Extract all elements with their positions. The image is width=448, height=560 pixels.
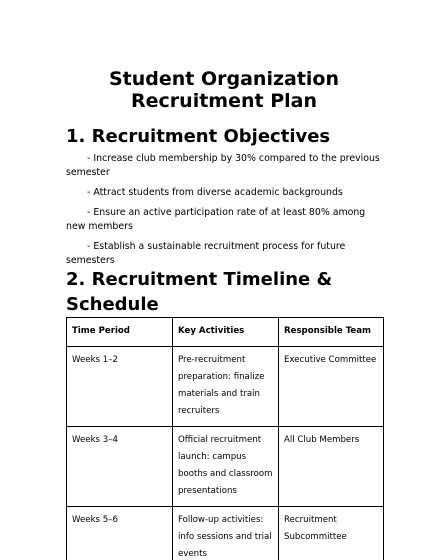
objective-item: - Ensure an active participation rate of at least 80% among new members [66, 207, 366, 232]
objective-item: - Increase club membership by 30% compared to the previous semester [66, 153, 380, 178]
table-cell: Executive Committee [279, 347, 384, 427]
timeline-table [66, 317, 384, 560]
section-heading-objectives: 1. Recruitment Objectives [66, 126, 331, 147]
table-row [67, 507, 384, 560]
table-cell: Follow-up activities: info sessions and trial events [173, 507, 279, 560]
table-cell: Pre-recruitment preparation: finalize materials and train recruiters [173, 347, 279, 427]
table-cell: Recruitment Subcommittee [279, 507, 384, 560]
objectives-list [66, 152, 382, 274]
table-cell: Weeks 1–2 [67, 347, 173, 427]
document-title-line-2: Recruitment Plan [131, 90, 317, 112]
objective-item: - Establish a sustainable recruitment process for future semesters [66, 241, 346, 266]
table-cell: All Club Members [279, 427, 384, 507]
objective-item: - Attract students from diverse academic backgrounds [87, 187, 343, 198]
table-row [67, 347, 384, 427]
table-row [67, 427, 384, 507]
table-header-row [67, 318, 384, 347]
section-heading-timeline: 2. Recruitment Timeline & Schedule [66, 269, 333, 315]
column-header-key-activities: Key Activities [173, 318, 279, 347]
table-cell: Weeks 5–6 [67, 507, 173, 560]
column-header-time-period: Time Period [67, 318, 173, 347]
document-title [0, 68, 448, 112]
column-header-responsible-team: Responsible Team [279, 318, 384, 347]
document-title-line-1: Student Organization [108, 68, 340, 90]
table-cell: Weeks 3–4 [67, 427, 173, 507]
table-cell: Official recruitment launch: campus booths and classroom presentations [173, 427, 279, 507]
